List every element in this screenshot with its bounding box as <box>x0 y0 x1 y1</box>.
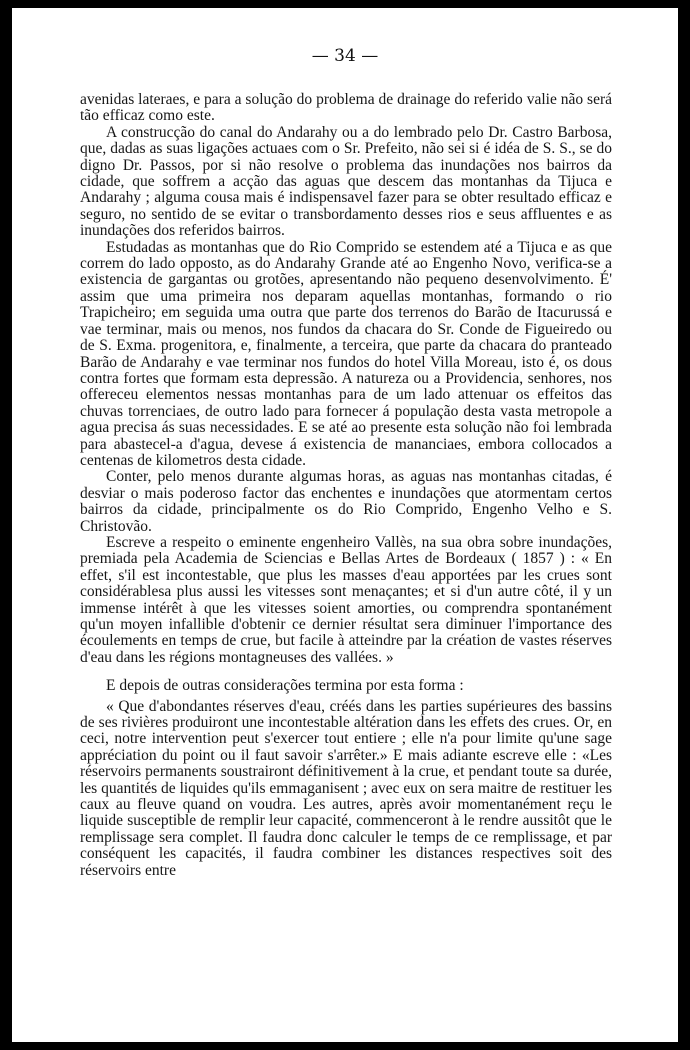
paragraph-2: A construcção do canal do Andarahy ou a do lembrado pelo Dr. Castro Barbosa, que, dadas as suas ligações actuaes com o Sr. Prefeito, não sei si é idéa de S. S., se do digno Dr. Passos, por si não resolve o problema das inundações nos bairros da cidade, que soffrem a acção das aguas que descem das montanhas da Tijuca e Andarahy ; alguma cousa mais é indispensavel fazer para se obter resultado efficaz e seguro, no sentido de se evitar o transbordamento desses rios e seus affluentes e as inundações dos referidos bairros. <box>80 123 612 240</box>
paragraph-1: avenidas lateraes, e para a solução do problema de drainage do referido valie não será tão efficaz como este. <box>80 91 612 125</box>
paragraph-6: E depois de outras considerações termina por esta forma : <box>106 677 464 695</box>
body-text <box>80 92 612 879</box>
paragraph-7: « Que d'abondantes réserves d'eau, créés dans les parties supérieures des bassins de ses rivières produiront une incontestable altération dans les effets des crues. Or, en ceci, notre intervention peut s'exercer tout entiere ; elle n'a pour limite qu'une sage appréciation du point ou il faut savoir s'arrêter.» E mais adiante escreve elle : «Les réservoirs permanents soustrairont définitivement à la crue, et pendant toute sa durée, les quantités de liquides qu'ils emmaganisent ; avec eux on sera maitre de restituer les caux au fleuve quand on voudra. Les autres, après avoir momentanément reçu le liquide susceptible de remplir leur capacité, commenceront à le rendre aussitôt que le remplissage sera complet. Il faudra donc calculer le temps de ce remplissage, et par conséquent les capacités, il faudra combiner les distances respectives soit des réservoirs entre <box>80 697 612 879</box>
paragraph-3: Estudadas as montanhas que do Rio Comprido se estendem até a Tijuca e as que correm do lado opposto, as do Andarahy Grande até ao Engenho Novo, verifica-se a existencia de gargantas ou grotões, apresentando não pequeno desenvolvimento. É' assim que uma primeira nos deparam aquellas montanhas, formando o rio Trapicheiro; em seguida uma outra que parte dos terrenos do Barão de Itacurussá e vae terminar, mais ou menos, nos fundos da chacara do Sr. Conde de Figueiredo ou de S. Exma. progenitora, e, finalmente, a terceira, que parte da chacara do pranteado Barão de Andarahy e vae terminar nos fundos do hotel Villa Moreau, isto é, os dous contra fortes que formam esta depressão. A natureza ou a Providencia, senhores, nos offereceu elementos nessas montanhas para de um lado attenuar os effeitos das chuvas torrenciaes, de outro lado para fornecer á população desta vasta metropole a agua precisa ás suas necessidades. E se até ao presente esta solução não foi lembrada para abastecel-a d'agua, devese á existencia de mananciaes, embora collocados a centenas de kilometros desta cidade. <box>80 238 612 469</box>
paragraph-5: Escreve a respeito o eminente engenheiro Vallès, na sua obra sobre inundações, premiada pela Academia de Sciencias e Bellas Artes de Bordeaux ( 1857 ) : « En effet, s'il est incontestable, que plus les masses d'eau apportées par les crues sont considérablesa plus aussi les vitesses sont menaçantes; et si d'un autre côté, il y un immense intérêt à que les vitesses soient amorties, ou comprendra spontanément qu'un moyen infallible d'obtenir ce dernier résultat sera diminuer l'importance des écoulements en temps de crue, but facile à atteindre par la création de vastes réserves d'eau dans les régions montagneuses des vallées. » <box>80 533 612 666</box>
page-number: — 34 — <box>311 46 379 66</box>
paragraph-4: Conter, pelo menos durante algumas horas, as aguas nas montanhas citadas, é desviar o mais poderoso factor das enchentes e inundações que atormentam certos bairros da cidade, principalmente os do Rio Comprido, Engenho Velho e S. Christovão. <box>80 468 612 535</box>
scanned-page <box>12 8 678 1042</box>
